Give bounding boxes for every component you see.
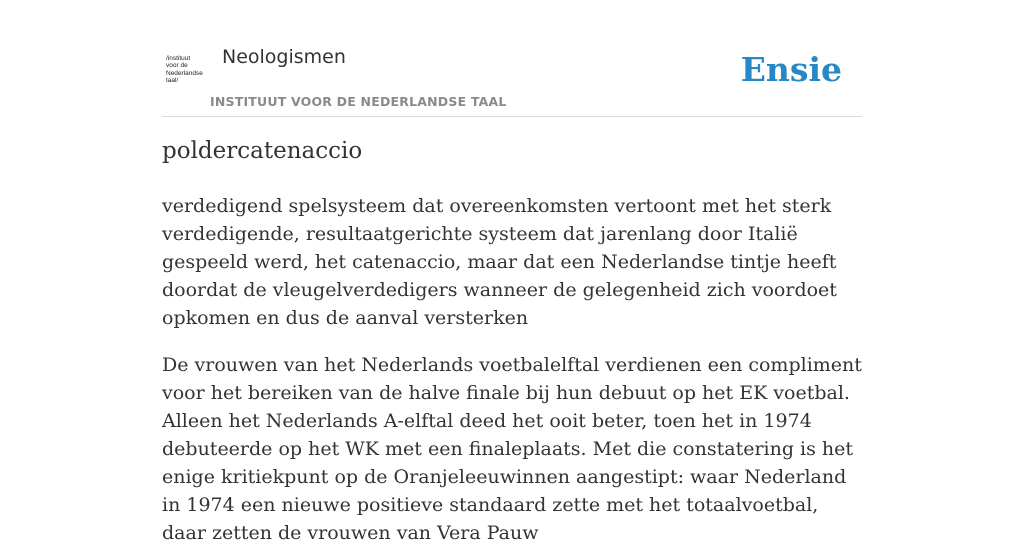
logo-line: taal/ (166, 77, 179, 85)
logo-line: voor de (166, 62, 188, 70)
org-name: INSTITUUT VOOR DE NEDERLANDSE TAAL (210, 94, 507, 109)
ensie-brand-logo[interactable]: Ensie (740, 50, 842, 89)
entry-term: poldercatenaccio (162, 138, 363, 164)
site-name-link[interactable]: Neologismen (222, 46, 346, 68)
site-header (162, 40, 862, 117)
entry-quote: De vrouwen van het Nederlands voetbalelftal verdienen een compliment voor het bereiken van de halve finale bij hun debuut op het EK voetbal. Alleen het Nederlands A-elftal deed het ooit beter, toen het in 1974 debuteerde op het WK met een finaleplaats. Met die constatering is het enige kritiekpunt op de Oranjeleeuwinnen aangestipt: waar Nederland in 1974 een nieuwe positieve standaard zette met het totaalvoetbal, daar zetten de vrouwen van Vera Pauw (162, 354, 862, 544)
logo-line: /instituut (166, 55, 191, 62)
ivdnt-logo[interactable] (166, 55, 208, 89)
entry-definition: verdedigend spelsysteem dat overeenkomsten vertoont met het sterk verdedigende, resultaatgerichte systeem dat jarenlang door Italië gespeeld werd, het catenaccio, maar dat een Nederlandse tintje heeft doordat de vleugelverdedigers wanneer de gelegenheid zich voordoet opkomen en dus de aanval versterken (162, 195, 837, 329)
logo-line: Nederlandse (166, 69, 203, 77)
